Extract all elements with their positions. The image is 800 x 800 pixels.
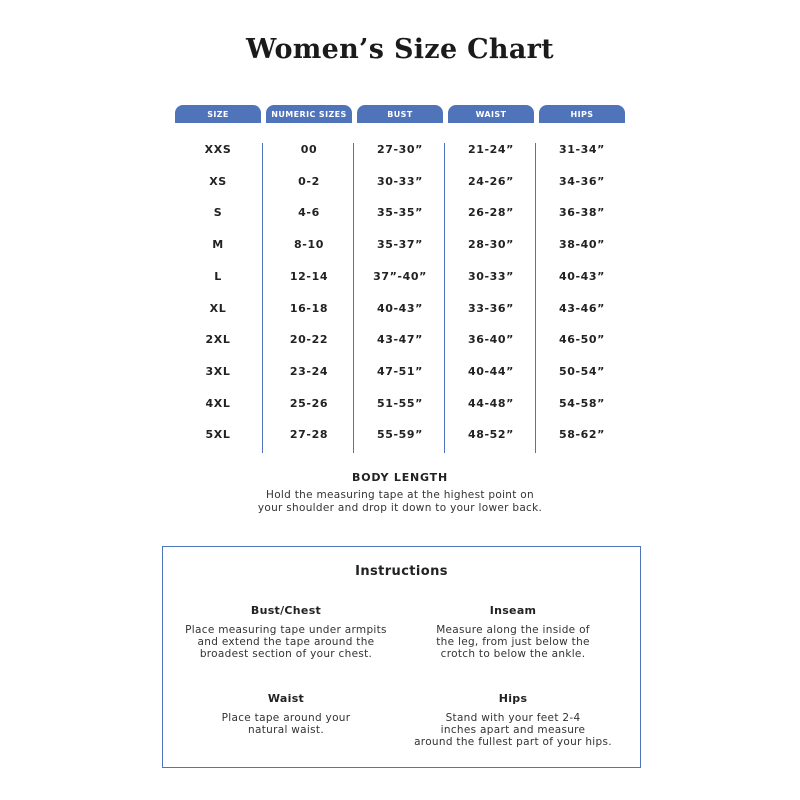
instruction-heading: Hips xyxy=(498,692,528,705)
numeric-size-cell: 25-26 xyxy=(289,396,329,410)
numeric-size-cell: 23-24 xyxy=(289,364,329,378)
column-header-size: SIZE xyxy=(175,105,261,123)
instruction-inseam xyxy=(403,604,623,660)
waist-cell: 33-36” xyxy=(467,301,514,315)
bust-cell: 40-43” xyxy=(376,301,423,315)
hips-cell: 40-43” xyxy=(558,269,605,283)
size-cell: 3XL xyxy=(205,364,231,378)
waist-cell: 44-48” xyxy=(467,396,514,410)
size-cell: 2XL xyxy=(205,333,231,347)
numeric-size-cell: 00 xyxy=(300,143,318,156)
table-row xyxy=(175,203,625,223)
bust-cell: 51-55” xyxy=(376,396,423,410)
body-length-line: your shoulder and drop it down to your lower back. xyxy=(257,502,543,514)
body-length-section xyxy=(0,471,800,515)
instruction-line: crotch to below the ankle. xyxy=(440,648,586,660)
size-cell: XXS xyxy=(204,143,232,156)
hips-cell: 50-54” xyxy=(558,364,605,378)
hips-cell: 58-62” xyxy=(558,428,605,442)
page-title: Women’s Size Chart xyxy=(246,34,554,65)
size-cell: XL xyxy=(209,301,227,315)
column-header-bust: BUST xyxy=(357,105,443,123)
numeric-size-cell: 16-18 xyxy=(289,301,329,315)
table-row xyxy=(175,172,625,192)
instruction-line: around the fullest part of your hips. xyxy=(414,736,612,748)
instructions-title: Instructions xyxy=(355,564,448,579)
bust-cell: 27-30” xyxy=(376,143,423,156)
body-length-text xyxy=(0,489,800,515)
body-length-line: Hold the measuring tape at the highest point on xyxy=(266,489,534,501)
waist-cell: 40-44” xyxy=(467,364,514,378)
instruction-line: natural waist. xyxy=(248,724,324,736)
hips-cell: 54-58” xyxy=(558,396,605,410)
waist-cell: 24-26” xyxy=(467,174,514,188)
bust-cell: 35-37” xyxy=(376,238,423,252)
numeric-size-cell: 4-6 xyxy=(298,206,320,220)
body-length-title: BODY LENGTH xyxy=(352,471,448,484)
instruction-heading: Waist xyxy=(267,692,305,705)
waist-cell: 48-52” xyxy=(467,428,514,442)
numeric-size-cell: 12-14 xyxy=(289,269,329,283)
bust-cell: 55-59” xyxy=(376,428,423,442)
table-row xyxy=(175,425,625,445)
table-row xyxy=(175,267,625,287)
table-row xyxy=(175,235,625,255)
hips-cell: 34-36” xyxy=(558,174,605,188)
size-cell: XS xyxy=(209,174,227,188)
size-cell: M xyxy=(212,238,224,252)
numeric-size-cell: 20-22 xyxy=(289,333,329,347)
instruction-line: broadest section of your chest. xyxy=(199,648,373,660)
instruction-heading: Inseam xyxy=(489,604,537,617)
column-header-numeric-sizes: NUMERIC SIZES xyxy=(266,105,352,123)
size-table xyxy=(175,105,625,453)
size-cell: L xyxy=(214,269,222,283)
waist-cell: 30-33” xyxy=(467,269,514,283)
instruction-hips xyxy=(403,692,623,748)
instruction-line: Place measuring tape under armpits xyxy=(185,624,387,636)
hips-cell: 46-50” xyxy=(558,333,605,347)
instruction-waist xyxy=(176,692,396,736)
waist-cell: 26-28” xyxy=(467,206,514,220)
waist-cell: 28-30” xyxy=(467,238,514,252)
column-header-waist: WAIST xyxy=(448,105,534,123)
bust-cell: 37”-40” xyxy=(373,269,427,283)
size-cell: 4XL xyxy=(205,396,231,410)
instruction-line: and extend the tape around the xyxy=(197,636,375,648)
column-header-hips: HIPS xyxy=(539,105,625,123)
table-row xyxy=(175,140,625,160)
table-row xyxy=(175,362,625,382)
bust-cell: 43-47” xyxy=(376,333,423,347)
instruction-line: Stand with your feet 2-4 xyxy=(445,712,581,724)
instruction-line: the leg, from just below the xyxy=(436,636,590,648)
instruction-line: inches apart and measure xyxy=(440,724,586,736)
table-row xyxy=(175,330,625,350)
size-cell: S xyxy=(213,206,223,220)
waist-cell: 21-24” xyxy=(467,143,514,156)
waist-cell: 36-40” xyxy=(467,333,514,347)
table-row xyxy=(175,299,625,319)
instruction-line: Measure along the inside of xyxy=(436,624,590,636)
hips-cell: 31-34” xyxy=(558,143,605,156)
bust-cell: 47-51” xyxy=(376,364,423,378)
size-cell: 5XL xyxy=(205,428,231,442)
bust-cell: 30-33” xyxy=(376,174,423,188)
numeric-size-cell: 8-10 xyxy=(294,238,324,252)
table-row xyxy=(175,394,625,414)
numeric-size-cell: 27-28 xyxy=(289,428,329,442)
hips-cell: 38-40” xyxy=(558,238,605,252)
instruction-line: Place tape around your xyxy=(221,712,351,724)
hips-cell: 43-46” xyxy=(558,301,605,315)
hips-cell: 36-38” xyxy=(558,206,605,220)
numeric-size-cell: 0-2 xyxy=(298,174,320,188)
instruction-heading: Bust/Chest xyxy=(250,604,322,617)
bust-cell: 35-35” xyxy=(376,206,423,220)
instruction-bust-chest xyxy=(176,604,396,660)
instructions-box xyxy=(162,546,641,768)
